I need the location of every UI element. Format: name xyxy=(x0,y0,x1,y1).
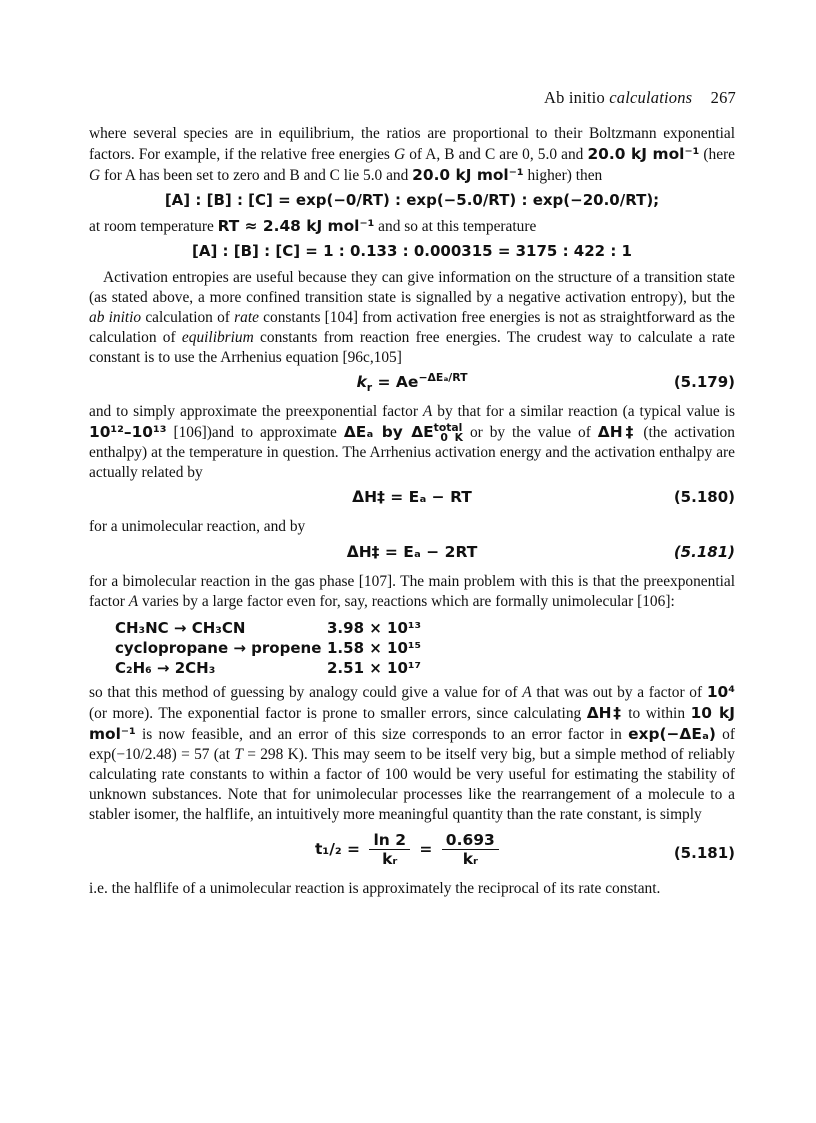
text-run: and so at this temperature xyxy=(378,218,537,236)
eq-lhs-sub: r xyxy=(366,381,373,395)
text-run: is now feasible, and an error of this size corresponds to an error factor in xyxy=(142,725,622,743)
var-a: A xyxy=(522,683,532,701)
var-dh: ΔH‡ xyxy=(586,703,623,722)
running-header xyxy=(544,88,736,108)
text-run: at room temperature xyxy=(89,218,214,236)
var-g: G xyxy=(89,167,101,185)
table-value: 1.58 × 10¹⁵ xyxy=(327,638,422,657)
text-run: by that for a similar reaction (a typical value is xyxy=(437,403,735,421)
equation-number: (5.179) xyxy=(673,373,735,392)
text-run: that was out by a factor of xyxy=(536,683,703,701)
table-row xyxy=(115,638,735,658)
line-room-temperature xyxy=(89,216,735,237)
table-reaction: cyclopropane → propene xyxy=(115,638,322,657)
text-run: = 298 K). This may seem to be itself very big, but a simple method of reliably calculating rate constants to within a factor of 100 would be very useful for estimating the stability of unknown substances. Note that for unimolecular processes like the rearrangement of a molecule to a stabler isomer, the halflife, an intuitively more meaningful quantity than the rate constant, is simply xyxy=(89,745,736,824)
equation-5-181 xyxy=(89,542,735,568)
text-run: varies by a large factor even for, say, reactions which are formally unimolecular [106]: xyxy=(142,592,675,610)
equation-ratio-exp: [A] : [B] : [C] = exp(−0/RT) : exp(−5.0/RT) : exp(−20.0/RT); xyxy=(164,191,660,210)
unit-energy: 20.0 kJ mol⁻¹ xyxy=(412,166,524,185)
var-a: A xyxy=(422,403,433,421)
table-value: 3.98 × 10¹³ xyxy=(327,618,422,637)
ea-approx xyxy=(343,421,463,445)
equation-5-179 xyxy=(89,372,735,398)
paragraph-conclusion: i.e. the halflife of a unimolecular reaction is approximately the reciprocal of its rate constant. xyxy=(89,880,661,898)
text-run: calculation of xyxy=(145,308,230,326)
page-number: 267 xyxy=(710,88,736,107)
equation-number: (5.180) xyxy=(673,488,735,507)
denominator: kᵣ xyxy=(382,850,398,869)
text-run: of exp(−10/2.48) = 57 (at xyxy=(89,725,735,763)
italic-rate: rate xyxy=(234,308,259,326)
paragraph-boltzmann xyxy=(89,124,735,186)
unit-energy: 10 kJ mol⁻¹ xyxy=(89,703,736,743)
table-value: 2.51 × 10¹⁷ xyxy=(327,658,422,677)
equation-halflife xyxy=(89,831,735,877)
eq-lhs: k xyxy=(356,373,367,392)
factor-value: 10⁴ xyxy=(706,682,735,701)
equation-ratio-values: [A] : [B] : [C] = 1 : 0.133 : 0.000315 = 3175 : 422 : 1 xyxy=(191,242,632,261)
italic-ab-initio: ab initio xyxy=(89,308,142,326)
var-a: A xyxy=(128,592,139,610)
eq-exponent: −ΔEₐ/RT xyxy=(418,370,468,384)
equation-enthalpy-uni: ΔH‡ = Eₐ − RT xyxy=(352,488,472,507)
table-reaction: C₂H₆ → 2CH₃ xyxy=(115,658,216,677)
equation-halflife-body xyxy=(315,831,503,868)
equation-5-180 xyxy=(89,487,735,513)
text-run: or by the value of xyxy=(469,424,591,442)
text-run: constants from reaction free energies. The crudest way to calculate a rate constant is to use the Arrhenius equation [96c,105] xyxy=(89,328,735,366)
text-run: (here xyxy=(703,146,736,164)
body-text xyxy=(89,124,735,899)
paragraph-guessing xyxy=(89,682,735,826)
text-run: [106])and to approximate xyxy=(173,424,337,442)
equation-arrhenius xyxy=(89,370,735,395)
fraction-ln2 xyxy=(369,831,410,868)
exp-factor: exp(−ΔEₐ) xyxy=(628,724,716,743)
ea-text: ΔEₐ by ΔE xyxy=(343,423,434,442)
typical-range: 10¹²–10¹³ xyxy=(89,423,167,442)
equation-enthalpy-bi: ΔH‡ = Eₐ − 2RT xyxy=(346,542,478,561)
text-run: for a bimolecular reaction in the gas phase [107]. The main problem with this is that the preexponential factor xyxy=(89,572,735,610)
paragraph-bimolecular xyxy=(89,572,735,612)
text-run: Activation entropies are useful because they can give information on the structure of a transition state (as stated above, a more confined transition state is signalled by a negative activation entropy), but the xyxy=(89,268,735,306)
ea-sup: total xyxy=(433,421,463,434)
var-dh: ΔH‡ xyxy=(597,423,637,442)
text-run: where several species are in equilibrium, the ratios are proportional to their Boltzmann exponential factors. For example, if the relative free energies xyxy=(89,125,735,164)
equals-sign: = xyxy=(419,840,433,859)
numerator: 0.693 xyxy=(442,831,499,850)
text-run: for A has been set to zero and B and C lie 5.0 and xyxy=(103,167,409,185)
var-t: T xyxy=(234,745,243,763)
paragraph-preexponential xyxy=(89,402,735,483)
header-title-italic: calculations xyxy=(609,88,693,107)
text-run: higher) then xyxy=(527,167,603,185)
text-run: constants [104] from activation free energies is not as straightforward as the calculation of xyxy=(89,308,735,346)
paragraph-activation-entropies xyxy=(89,268,735,368)
eq-mid: = Ae xyxy=(372,373,419,392)
ea-sub: 0 K xyxy=(440,431,463,445)
text-run: to within xyxy=(628,704,686,722)
italic-equilibrium: equilibrium xyxy=(181,328,254,346)
eq-lhs: t₁/₂ = xyxy=(315,840,361,859)
equation-number: (5.181) xyxy=(673,542,735,561)
equation-number: (5.181) xyxy=(673,844,735,863)
text-run: (the activation enthalpy) at the temperature in question. The Arrhenius activation energy and the activation enthalpy are actually related by xyxy=(89,424,735,482)
numerator: ln 2 xyxy=(369,831,410,850)
preexponential-table xyxy=(115,618,735,678)
rt-value: RT ≈ 2.48 kJ mol⁻¹ xyxy=(217,217,375,236)
text-run: of A, B and C are 0, 5.0 and xyxy=(409,146,584,164)
text-run: (or more). The exponential factor is prone to smaller errors, since calculating xyxy=(89,704,582,722)
denominator: kᵣ xyxy=(462,850,478,869)
fraction-0693 xyxy=(442,831,499,868)
table-row xyxy=(115,658,735,678)
header-title-roman: Ab initio xyxy=(543,88,605,107)
var-g: G xyxy=(394,146,406,164)
text-run: so that this method of guessing by analogy could give a value for of xyxy=(89,683,518,701)
table-row xyxy=(115,618,735,638)
table-reaction: CH₃NC → CH₃CN xyxy=(115,618,246,637)
line-unimolecular: for a unimolecular reaction, and by xyxy=(89,518,306,536)
unit-energy: 20.0 kJ mol⁻¹ xyxy=(587,145,700,164)
text-run: and to simply approximate the preexponential factor xyxy=(89,403,418,421)
